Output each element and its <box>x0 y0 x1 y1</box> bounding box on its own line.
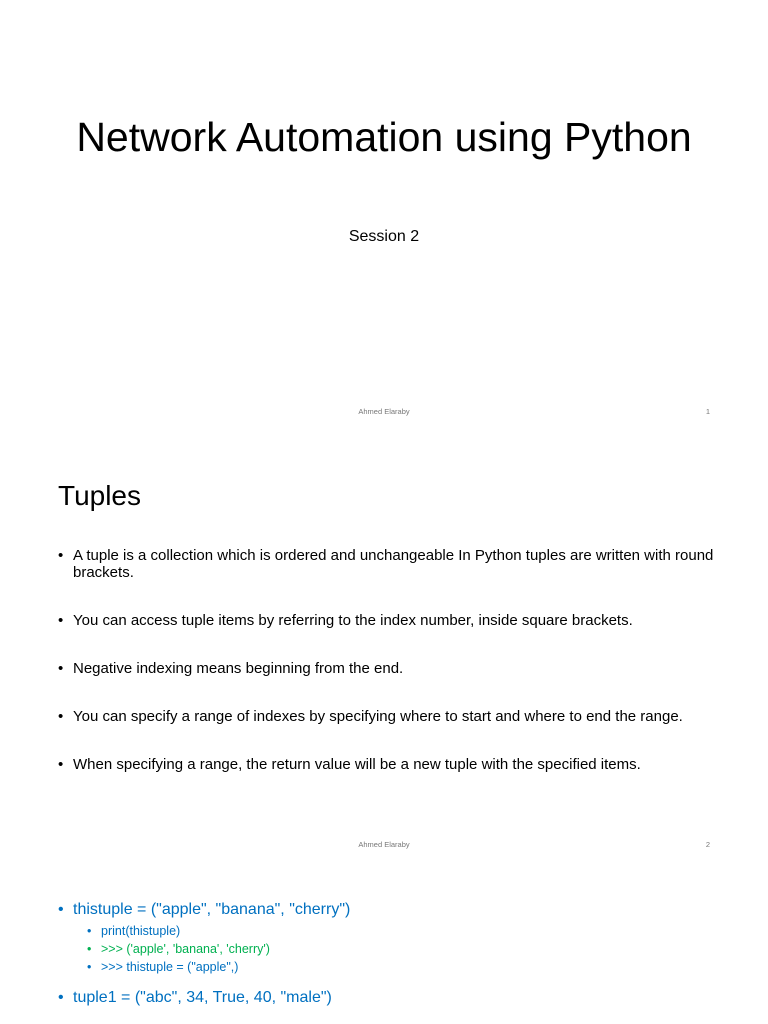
bullet-list <box>58 547 718 804</box>
code-output-item: • >>> ('apple', 'banana', 'cherry') <box>87 940 738 958</box>
code-line: tuple1 = ("abc", 34, True, 40, "male") <box>73 989 332 1006</box>
slide-title: Network Automation using Python <box>76 114 692 160</box>
slide-1 <box>0 0 768 433</box>
code-sub-list <box>73 922 738 976</box>
slide-2 <box>0 433 768 866</box>
code-item <box>58 900 738 976</box>
bullet-item: • You can specify a range of indexes by specifying where to start and where to end the range. <box>58 708 718 725</box>
footer-author: Ahmed Elaraby <box>358 407 410 416</box>
bullet-item: • When specifying a range, the return value will be a new tuple with the specified items. <box>58 756 718 773</box>
slide-heading: Tuples <box>58 480 142 511</box>
code-line: thistuple = ("apple", "banana", "cherry") <box>73 901 351 918</box>
bullet-item: • A tuple is a collection which is ordered and unchangeable In Python tuples are written with round brackets. <box>58 547 718 581</box>
footer-author: Ahmed Elaraby <box>358 840 410 849</box>
code-item <box>58 988 738 1008</box>
bullet-item: • Negative indexing means beginning from the end. <box>58 660 718 677</box>
slide-subtitle: Session 2 <box>348 228 420 245</box>
page-number: 2 <box>705 840 710 849</box>
code-sub-item: • >>> thistuple = ("apple",) <box>87 958 738 976</box>
slide-3 <box>0 866 768 1024</box>
code-sub-item: • print(thistuple) <box>87 922 738 940</box>
code-list <box>58 900 738 1008</box>
page-number: 1 <box>705 407 710 416</box>
bullet-item: • You can access tuple items by referring to the index number, inside square brackets. <box>58 612 718 629</box>
